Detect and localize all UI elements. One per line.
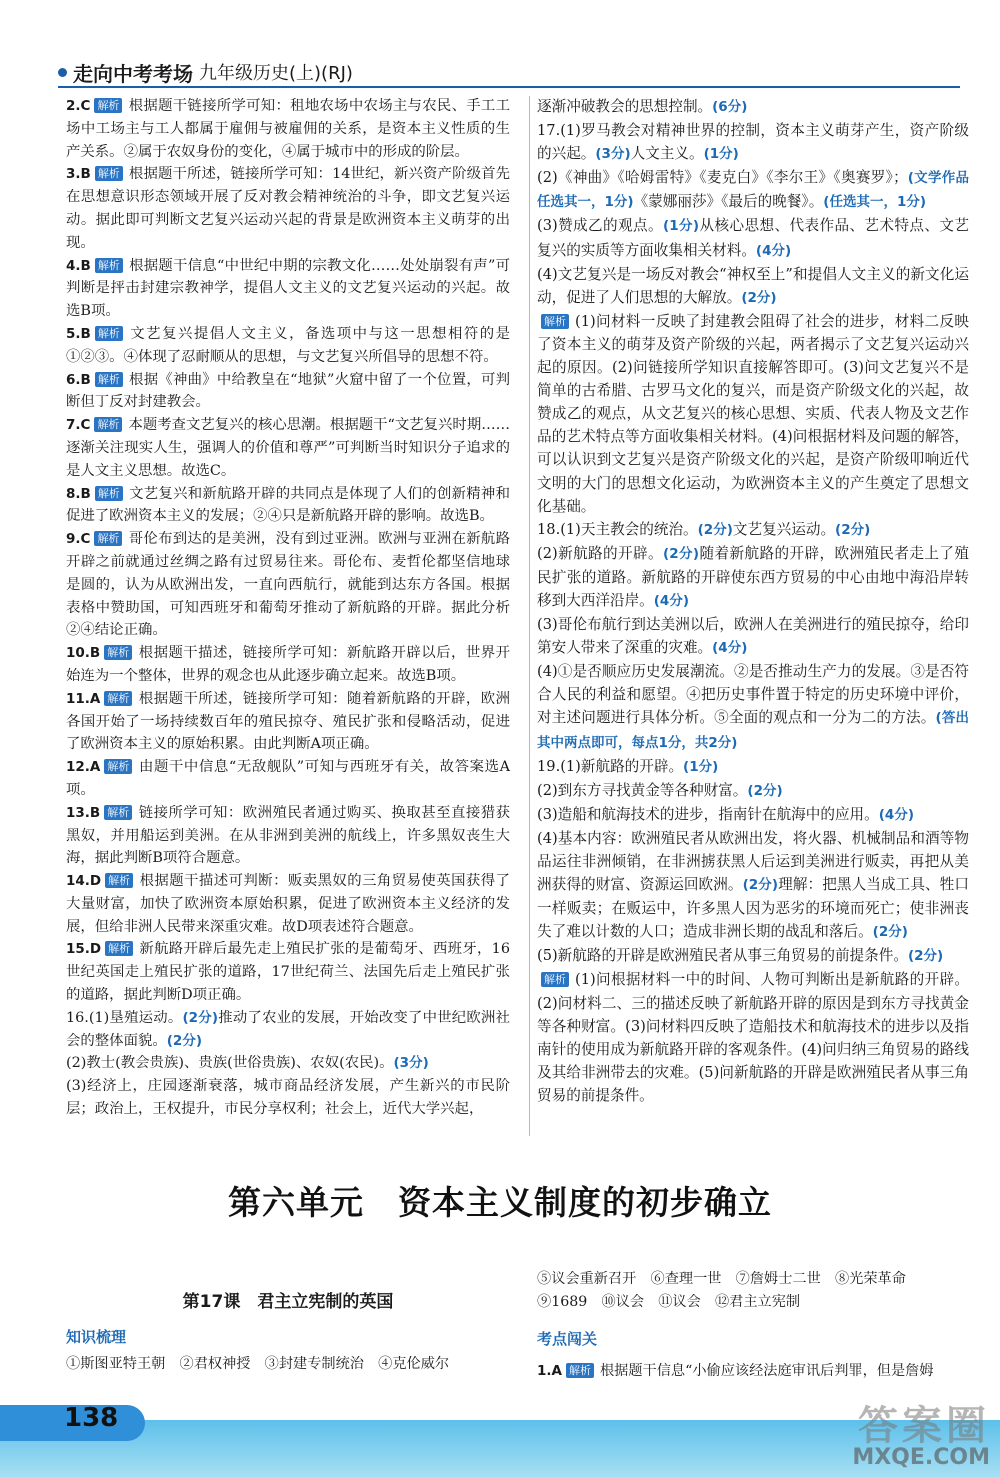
answer-item xyxy=(66,642,510,688)
answer-item xyxy=(66,1075,510,1121)
header-rule xyxy=(58,86,960,88)
question-number: 11.A xyxy=(66,690,101,707)
answer-text: 根据题干所述，链接所学可知：随着新航路的开辟，欧洲各国开始了一场持续数百年的殖民掠夺、殖民扩张和侵略活动，促进了欧洲资本主义的原始积累。由此判断A项正确。 xyxy=(66,690,510,753)
analysis-tag: 解析 xyxy=(566,1363,594,1378)
answer-text: 链接所学可知：欧洲殖民者通过购买、换取甚至直接猎获黑奴，并用船运到美洲。在从非洲到美洲的航线上，许多黑奴丧生大海，据此判断B项符合题意。 xyxy=(66,804,510,867)
analysis-tag: 解析 xyxy=(105,873,133,888)
score-label: (2分) xyxy=(835,521,871,538)
answer-text: 根据题干链接所学可知：租地农场中农场主与农民、手工工场中工场主与工人都属于雇佣与被雇佣的关系，是资本主义性质的生产关系。②属于农奴身份的变化，④属于城市中的形成的阶层。 xyxy=(66,98,510,160)
analysis-tag: 解析 xyxy=(94,98,122,113)
question-number: 9.C xyxy=(66,531,91,548)
answer-text: (2)教士(教会贵族)、贵族(世俗贵族)、农奴(农民)。 xyxy=(66,1055,394,1072)
answer-text: 文艺复兴提倡人文主义，备选项中与这一思想相符的是①②③。④体现了忍耐顺从的思想，与文艺复兴所倡导的思想不符。 xyxy=(66,325,510,365)
score-label: (任选其一，1分) xyxy=(823,194,927,211)
analysis-tag: 解析 xyxy=(95,258,123,273)
answer-item xyxy=(66,938,510,1006)
practice-q1 xyxy=(537,1360,969,1383)
answer-item xyxy=(537,944,969,968)
watermark-logo xyxy=(852,1394,990,1470)
question-number: 7.C xyxy=(66,417,91,434)
answer-item xyxy=(537,827,969,944)
score-label: (4分) xyxy=(878,806,914,823)
answer-text: 文艺复兴运动。 xyxy=(732,520,836,538)
answer-item xyxy=(537,166,969,214)
question-number: 3.B xyxy=(66,166,91,183)
answer-text: (4)基本内容：欧洲殖民者从欧洲出发，将火器、机械制品和酒等物品运往非洲倾销，在非洲掳获黑人后运到美洲进行贩卖，再把从美洲获得的财富、资源运回欧洲。 xyxy=(537,829,969,894)
answer-item xyxy=(66,688,510,756)
question-number: 5.B xyxy=(66,325,91,342)
column-divider xyxy=(529,96,530,1136)
score-label: (2分) xyxy=(907,948,944,965)
answer-item xyxy=(537,518,969,542)
answer-text: 根据《神曲》中给教皇在“地狱”火窟中留了一个位置，可判断但丁反对封建教会。 xyxy=(66,371,510,411)
answer-text: 哥伦布到达的是美洲，没有到过亚洲。欧洲与亚洲在新航路开辟之前就通过丝绸之路有过贸易往来。哥伦布、麦哲伦都坚信地球是圆的，认为从欧洲出发，一直向西航行，就能到达东方各国。根据表格中赞助国，可知西班牙和葡萄牙推动了新航路的开辟。据此分析②④结论正确。 xyxy=(66,531,510,639)
answer-text: 随着新航路的开辟，欧洲殖民者走上了殖民扩张的道路。新航路的开辟使东西方贸易的中心由地中海沿岸转移到大西洋沿岸。 xyxy=(537,544,969,609)
question-number: 8.B xyxy=(66,485,91,502)
score-label: (1分) xyxy=(703,146,739,163)
answer-text: (2)《神曲》《哈姆雷特》《麦克白》《李尔王》《奥赛罗》； xyxy=(537,169,908,187)
answer-item xyxy=(537,263,969,310)
footer-band xyxy=(0,1420,1000,1477)
score-label: (1分) xyxy=(663,218,700,235)
answer-key-line: ⑨1689 ⑩议会 ⑪议会 ⑫君主立宪制 xyxy=(537,1294,801,1310)
answer-item xyxy=(66,1007,510,1053)
answer-text: (1)问根据材料一中的时间、人物可判断出是新航路的开辟。(2)问材料二、三的描述反映了新航路开辟的原因是到东方寻找黄金等各种财富。(3)问材料四反映了造船技术和航海技术的进步以及指南针的使用成为新航路开辟的客观条件。(4)问归纳三角贸易的路线及其给非洲带去的灾难。(5)问新航路的开辟是欧洲殖民者从事三角贸易的前提条件。 xyxy=(537,971,969,1104)
answer-item xyxy=(66,528,510,642)
question-number: 15.D xyxy=(66,941,102,958)
answer-item xyxy=(66,95,510,163)
answer-text: 16.(1)垦殖运动。 xyxy=(66,1009,183,1026)
score-label: (2分) xyxy=(182,1009,219,1026)
analysis-tag: 解析 xyxy=(541,972,569,987)
answer-text: 文艺复兴和新航路开辟的共同点是体现了人们的创新精神和促进了欧洲资本主义的发展；②④只是新航路开辟的影响。故选B。 xyxy=(66,485,510,525)
question-number: 4.B xyxy=(66,257,91,274)
page-header xyxy=(58,57,353,87)
answer-item xyxy=(537,542,969,613)
answer-item xyxy=(537,803,969,827)
answer-text: 理解：把黑人当成工具、牲口一样贩卖；在贩运中，许多黑人因为恶劣的环境而死亡；使非洲丧失了难以计数的人口；造成非洲长期的战乱和落后。 xyxy=(537,876,969,941)
book-brand: 走向中考考场 xyxy=(73,61,193,86)
answer-item xyxy=(66,163,510,254)
answer-text: 逐渐冲破教会的思想控制。 xyxy=(537,98,713,115)
analysis-tag: 解析 xyxy=(104,645,132,660)
answer-item xyxy=(66,756,510,802)
analysis-tag: 解析 xyxy=(104,805,132,820)
answer-text: (3)造船和航海技术的进步，指南针在航海中的应用。 xyxy=(537,805,879,823)
analysis-tag: 解析 xyxy=(95,486,123,501)
answer-text: 根据题干描述，链接所学可知：新航路开辟以后，世界开始连为一个整体，世界的观念也从此逐步确立起来。故选B项。 xyxy=(66,645,510,684)
score-label: (3分) xyxy=(393,1055,429,1072)
score-label: (4分) xyxy=(712,640,748,657)
answer-item xyxy=(537,755,969,779)
question-number: 13.B xyxy=(66,804,101,821)
answer-text: 推动了农业的发展，开始改变了中世纪欧洲社会的整体面貌。 xyxy=(66,1009,510,1049)
left-column xyxy=(66,95,510,1121)
answer-text: 新航路开辟后最先走上殖民扩张的是葡萄牙、西班牙，16世纪英国走上殖民扩张的道路，17世纪荷兰、法国先后走上殖民扩张的道路，据此判断D项正确。 xyxy=(66,941,510,1004)
answer-item xyxy=(66,323,510,369)
question-number: 14.D xyxy=(66,873,102,890)
answer-item xyxy=(66,802,510,870)
answer-text: 18.(1)天主教会的统治。 xyxy=(537,520,698,538)
analysis-tag: 解析 xyxy=(95,326,123,341)
score-label: (6分) xyxy=(712,99,748,115)
answer-text: (4)文艺复兴是一场反对教会“神权至上”和提倡人文主义的新文化运动，促进了人们思想的大解放。 xyxy=(537,265,969,306)
question-number: 6.B xyxy=(66,371,91,388)
analysis-tag: 解析 xyxy=(94,417,122,432)
answer-item xyxy=(537,310,969,518)
score-label: (1分) xyxy=(683,758,719,775)
unit-title: 第六单元 资本主义制度的初步确立 xyxy=(228,1183,772,1222)
answer-item xyxy=(537,660,969,754)
knowledge-items: ①斯图亚特王朝 ②君权神授 ③封建专制统治 ④克伦威尔 xyxy=(66,1356,450,1372)
answer-item xyxy=(537,613,969,660)
score-label: (2分) xyxy=(697,521,733,538)
score-label: (2分) xyxy=(747,782,783,799)
lesson-title: 第17课 君主立宪制的英国 xyxy=(182,1292,394,1312)
question-text: 根据题干信息“小偷应该经法庭审讯后判罪，但是詹姆 xyxy=(599,1363,934,1379)
watermark-line: 答案圈 xyxy=(858,1403,990,1449)
answer-text: (3)经济上，庄园逐渐衰落，城市商品经济发展，产生新兴的市民阶层；政治上，王权提升，市民分享权利；社会上，近代大学兴起， xyxy=(66,1078,510,1118)
score-label: (文学作品任选其一，1分) xyxy=(537,170,969,211)
answer-text: (2)新航路的开辟。 xyxy=(537,544,664,562)
question-number: 1.A xyxy=(537,1363,562,1379)
answer-text: 根据题干描述可判断：贩卖黑奴的三角贸易使英国获得了大量财富，加快了欧洲资本原始积累，促进了欧洲资本主义经济的发展，但给非洲人民带来深重灾难。故D项表述符合题意。 xyxy=(66,873,510,935)
analysis-tag: 解析 xyxy=(94,531,122,546)
score-label: (4分) xyxy=(755,242,792,259)
answer-text: 根据题干信息“中世纪中期的宗教文化……处处崩裂有声”可判断是抨击封建宗教神学，提倡人文主义的文艺复兴运动的兴起。故选B项。 xyxy=(66,257,510,320)
answer-item xyxy=(66,414,510,482)
answer-item xyxy=(537,95,969,119)
score-label: (2分) xyxy=(742,877,779,894)
score-label: (答出其中两点即可，每点1分，共2分) xyxy=(537,710,969,751)
answer-item xyxy=(66,483,510,529)
score-label: (3分) xyxy=(595,146,631,163)
answer-text: (4)①是否顺应历史发展潮流。②是否推动生产力的发展。③是否符合人民的利益和愿望。④把历史事件置于特定的历史环境中评价，对主述问题进行具体分析。⑤全面的观点和一分为二的方法。 xyxy=(537,663,969,727)
answer-item xyxy=(537,214,969,262)
watermark-line: MXQE.COM xyxy=(852,1445,990,1470)
answer-text: 人文主义。 xyxy=(630,145,704,163)
book-subtitle: 九年级历史(上)(RJ) xyxy=(199,63,353,84)
practice-heading: 考点闯关 xyxy=(537,1330,598,1348)
answer-text: 从核心思想、代表作品、艺术特点、文艺复兴的实质等方面收集相关材料。 xyxy=(537,217,969,259)
answer-item xyxy=(66,369,510,415)
analysis-tag: 解析 xyxy=(95,166,123,181)
answer-key-block xyxy=(537,1268,969,1314)
question-number: 10.B xyxy=(66,645,101,662)
analysis-tag: 解析 xyxy=(104,759,132,774)
answer-item xyxy=(537,119,969,166)
answer-key-line: ⑤议会重新召开 ⑥查理一世 ⑦詹姆士二世 ⑧光荣革命 xyxy=(537,1271,906,1287)
score-label: (2分) xyxy=(741,289,777,306)
answer-text: 由题干中信息“无敌舰队”可知与西班牙有关，故答案选A项。 xyxy=(66,759,510,798)
analysis-tag: 解析 xyxy=(541,314,569,329)
analysis-tag: 解析 xyxy=(105,941,133,956)
answer-text: 19.(1)新航路的开辟。 xyxy=(537,757,684,775)
answer-item xyxy=(537,779,969,803)
answer-text: (3)赞成乙的观点。 xyxy=(537,217,664,235)
analysis-tag: 解析 xyxy=(104,691,132,706)
answer-text: (2)到东方寻找黄金等各种财富。 xyxy=(537,781,748,799)
score-label: (2分) xyxy=(872,924,908,941)
question-number: 2.C xyxy=(66,98,91,114)
score-label: (4分) xyxy=(653,592,689,609)
answer-text: 根据题干所述，链接所学可知：14世纪，新兴资产阶级首先在思想意识形态领域开展了反对教会精神统治的斗争，即文艺复兴运动。据此即可判断文艺复兴运动兴起的背景是欧洲资本主义萌芽的出现。 xyxy=(66,166,510,251)
knowledge-heading: 知识梳理 xyxy=(66,1328,127,1346)
answer-item xyxy=(66,255,510,323)
answer-text: 本题考查文艺复兴的核心思潮。根据题干“文艺复兴时期……逐渐关注现实人生，强调人的价值和尊严”可判断当时知识分子追求的是人文主义思想。故选C。 xyxy=(66,417,510,479)
answer-item xyxy=(66,870,510,938)
score-label: (2分) xyxy=(663,545,700,562)
answer-text: 《蒙娜丽莎》《最后的晚餐》。 xyxy=(633,193,824,211)
answer-text: (1)问材料一反映了封建教会阻碍了社会的进步，材料二反映了资本主义的萌芽及资产阶级的兴起，两者揭示了文艺复兴运动兴起的原因。(2)问链接所学知识直接解答即可。(3)问文艺复兴不是简单的古希腊、古罗马文化的复兴，而是资产阶级文化的兴起，故赞成乙的观点，从文艺复兴的核心思想、实质、代表人物及文艺作品的艺术特点等方面收集相关材料。(4)问根据材料及问题的解答，可以认识到文艺复兴是资产阶级文化的兴起，是资产阶级叩响近代文明的大门的思想文化运动，为欧洲资本主义的产生奠定了思想文化基础。 xyxy=(537,312,969,515)
answer-text: 17.(1)罗马教会对精神世界的控制，资本主义萌芽产生，资产阶级的兴起。 xyxy=(537,122,969,163)
question-number: 12.A xyxy=(66,759,101,776)
score-label: (2分) xyxy=(166,1032,202,1049)
answer-text: (3)哥伦布航行到达美洲以后，欧洲人在美洲进行的殖民掠夺，给印第安人带来了深重的灾难。 xyxy=(537,616,969,657)
analysis-tag: 解析 xyxy=(95,372,123,387)
bullet-icon xyxy=(58,68,67,77)
right-column xyxy=(537,95,969,1107)
answer-item xyxy=(66,1052,510,1075)
answer-text: (5)新航路的开辟是欧洲殖民者从事三角贸易的前提条件。 xyxy=(537,947,908,965)
page-number: 138 xyxy=(64,1403,119,1433)
answer-item xyxy=(537,968,969,1107)
